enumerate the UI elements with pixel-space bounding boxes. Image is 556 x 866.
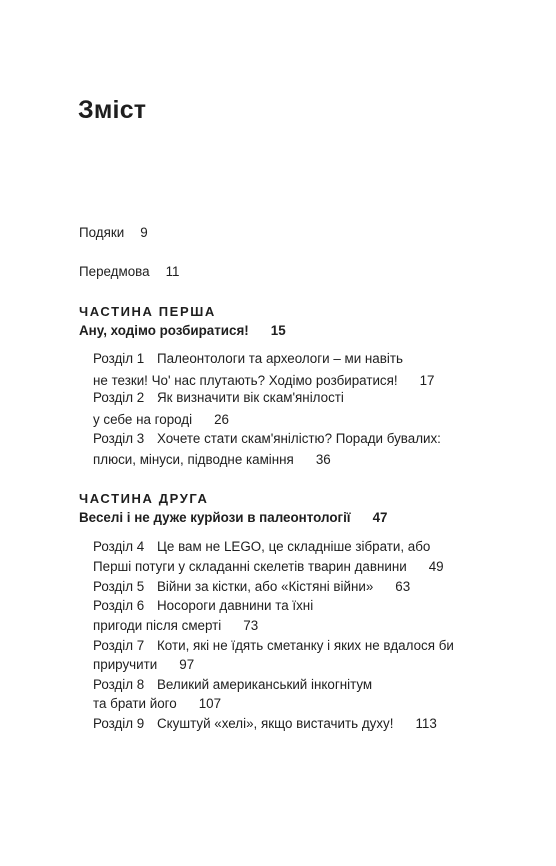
chapter-label: Розділ 9 [93,716,145,731]
toc-entry-foreword[interactable] [79,264,179,280]
chapter-title-line[interactable]: Великий американський інкогнітум [157,677,373,692]
toc-entry-page: 15 [270,323,286,338]
chapter-label: Розділ 5 [93,579,145,594]
toc-entry-page: 97 [179,657,195,672]
chapter-title-line[interactable]: Хочете стати скам'янілістю? Поради бувалих: [157,431,441,446]
part-title-entry[interactable] [79,510,387,525]
chapter-title-line[interactable]: у себе на городі 26 [93,412,229,427]
toc-entry-page: 113 [415,716,437,731]
toc-entry-page: 36 [315,452,331,467]
chapter-title-line[interactable]: Як визначити вік скам'янілості [157,390,344,405]
chapter-title-line[interactable]: Палеонтологи та археологи – ми навіть [157,351,403,366]
chapter-title-line[interactable]: приручити 97 [93,657,195,672]
chapter-label: Розділ 2 [93,390,145,405]
chapter-title-line[interactable]: Це вам не LEGO, це складніше зібрати, або [157,539,431,554]
chapter-title-line[interactable]: плюси, мінуси, підводне каміння 36 [93,452,331,467]
part-label: ЧАСТИНА ДРУГА [79,491,209,506]
toc-entry-page: 9 [140,225,148,240]
toc-entry-page: 107 [198,696,222,711]
part-title: Веселі і не дуже курйози в палеонтології [79,510,351,525]
chapter-label: Розділ 1 [93,351,145,366]
chapter-label: Розділ 7 [93,638,145,653]
chapter-label: Розділ 4 [93,539,145,554]
toc-entry-page: 63 [395,579,411,594]
part-label: ЧАСТИНА ПЕРША [79,304,216,319]
toc-entry-page: 17 [419,373,435,388]
toc-entry-page: 26 [214,412,229,427]
part-title: Ану, ходімо розбиратися! [79,323,249,338]
chapter-title-line[interactable]: Скуштуй «хелі», якщо вистачить духу! 113 [157,716,437,731]
toc-entry-label: Подяки [79,225,125,240]
toc-entry-page: 73 [243,618,259,633]
chapter-title-line[interactable]: та брати його 107 [93,696,222,711]
toc-entry-page: 11 [165,264,180,279]
chapter-title-line[interactable]: Коти, які не їдять сметанку і яких не вдалося би [157,638,454,653]
chapter-title-line[interactable]: Носороги давнини та їхні [157,598,314,613]
toc-entry-acknowledgements[interactable] [79,225,148,241]
chapter-label: Розділ 3 [93,431,145,446]
toc-entry-page: 47 [372,510,388,525]
toc-entry-label: Передмова [79,264,150,279]
chapter-title-line[interactable]: Перші потуги у складанні скелетів тварин давнини 49 [93,559,444,574]
toc-entry-page: 49 [428,559,444,574]
chapter-title-line[interactable]: пригоди після смерті 73 [93,618,259,633]
chapter-label: Розділ 6 [93,598,145,613]
chapter-title-line[interactable]: Війни за кістки, або «Кістяні війни» 63 [157,579,411,594]
part-title-entry[interactable] [79,323,286,338]
chapter-label: Розділ 8 [93,677,145,692]
toc-title: Зміст [78,96,147,124]
chapter-title-line[interactable]: не тезки! Чо' нас плутають? Ходімо розбиратися! 17 [93,373,435,388]
